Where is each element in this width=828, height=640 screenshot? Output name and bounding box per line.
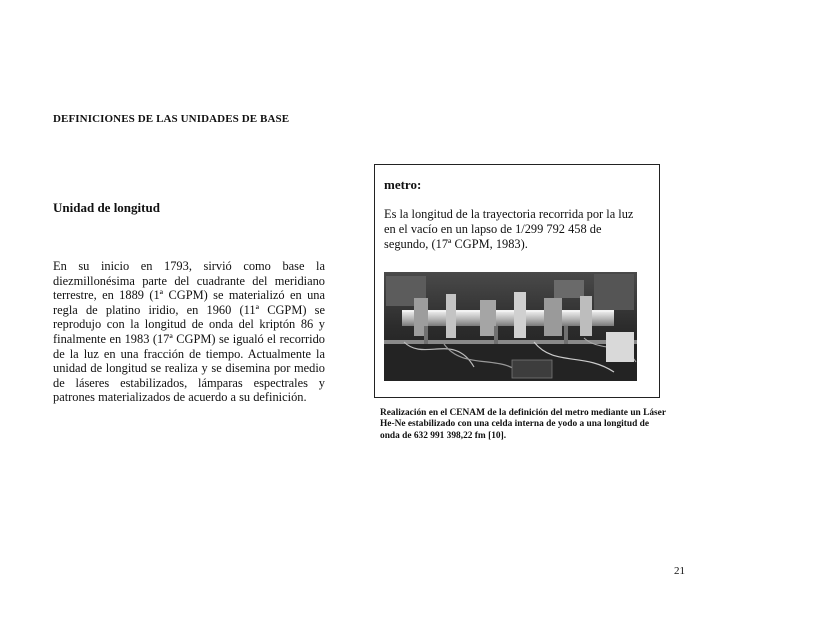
subsection-title: Unidad de longitud	[53, 200, 160, 215]
laser-setup-photo	[384, 272, 637, 381]
definition-box	[374, 164, 660, 398]
page-number: 21	[674, 565, 685, 577]
body-paragraph: En su inicio en 1793, sirvió como base la diezmillonésima parte del cuadrante del meridiano terrestre, en 1889 (1ª CGPM) se materializó en una regla de platino iridio, en 1960 (11ª CGPM) se reprodujo con la longitud de onda del kriptón 86 y finalmente en 1983 (17ª CGPM) se igualó el recorrido de la luz en una fracción de tiempo. Actualmente la unidad de longitud se realiza y se disemina por medio de láseres estabilizados, lámparas espectrales y patrones materializados de acuerdo a su definición.	[53, 259, 325, 405]
figure-caption: Realización en el CENAM de la definición del metro mediante un Láser He-Ne estabilizado con una celda interna de yodo a una longitud de onda de 632 991 398,22 fm [10].	[380, 408, 666, 441]
definition-text: Es la longitud de la trayectoria recorrida por la luz en el vacío en un lapso de 1/299 792 458 de segundo, (17ª CGPM, 1983).	[384, 207, 634, 251]
section-title: DEFINICIONES DE LAS UNIDADES DE BASE	[53, 113, 290, 125]
definition-term: metro:	[384, 177, 422, 192]
